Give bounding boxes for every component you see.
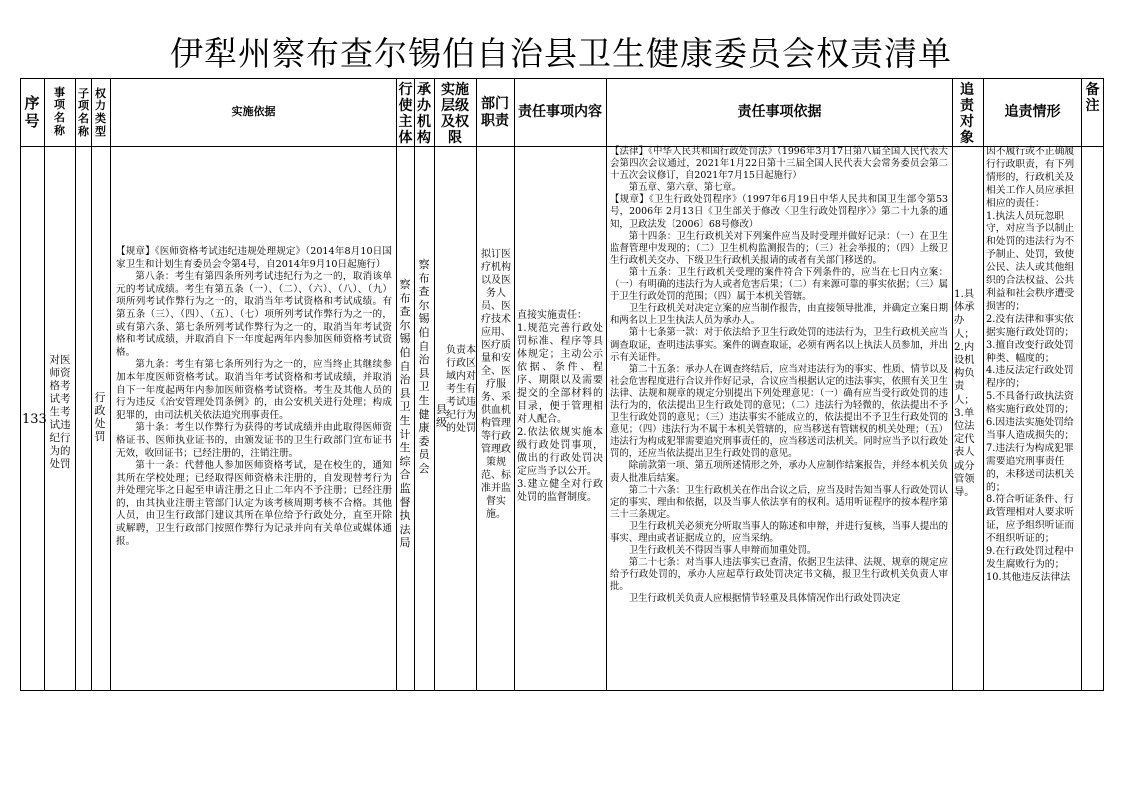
row-exec-subject: 察布查尔锡伯自治县卫生计生综合监督执法局	[399, 278, 411, 550]
resp-basis-paragraph: 第十七条第一款：对于依法给予卫生行政处罚的违法行为，卫生行政机关应当调查取证，查明违法事实。案件的调查取证，必须有两名以上执法人员参加，并出示有关证件。	[610, 327, 948, 363]
resp-basis-paragraph: 除前款第一项、第五项所述情形之外，承办人应制作结案报告，并经本机关负责人批准后结案。	[610, 460, 948, 484]
basis-paragraph: 第八条：考生有第四条所列考试违纪行为之一的，取消该单元的考试成绩。考生有第五条（一）、（二）、（六）、（八）、（九）项所列考试作弊行为之一的，取消当年考试资格和考试成绩。有第五条（三）、（四）、（五）、（七）项所列考试作弊行为之一的，或有第六条、第七条所列考试作弊行为之一的，取消当年考试资格和考试成绩，并取消自下一年度起两年内参加医师资格考试资格。	[116, 271, 392, 358]
row-situation: 因不履行或不正确履行行政职责，有下列情形的，行政机关及相关工作人员应承担相应的责任： 1.执法人员玩忽职守，对应当予以制止和处罚的违法行为不予制止、处罚，致使公民、法人或其他组织的合法权益、公共利益和社会秩序遭受损害的； 2.没有法律和事实依据实施行政处罚的； 3.擅自改变行政处罚种类、幅度的； 4.违反法定行政处罚程序的； 5.不具备行政执法资格实施行政处罚的； 6.因违法实施处罚给当事人造成损失的； 7.违法行为构成犯罪需要追究刑事责任的，未移送司法机关的； 8.符合听证条件、行政管理相对人要求听证，应予组织听证而不组织听证的； 9.在行政处罚过程中发生腐败行为的； 10.其他违反法律法	[986, 146, 1075, 583]
resp-step: 3.建立健全对行政处罚的监督制度。	[517, 479, 603, 503]
resp-step: 1.规范完善行政处罚标准、程序等具体规定；主动公示依据、条件、程序、期限以及需要提交的全部材料的目录，便于管理相对人配合。	[517, 323, 603, 425]
page-title: 伊犁州察布查尔锡伯自治县卫生健康委员会权责清单	[170, 34, 952, 73]
resp-basis-paragraph: 【法律】《中华人民共和国行政处罚法》（1996年3月17日第八届全国人民代表大会第四次会议通过，2021年1月22日第十三届全国人民代表大会常务委员会第二十五次会议修订，自2021年7月15日起施行）	[610, 146, 948, 182]
header-accountable: 追责对象	[960, 82, 974, 147]
resp-basis-paragraph: 第十四条：卫生行政机关对下列案件应当及时受理并做好记录：（一）在卫生监督管理中发现的；（二）卫生机构监测报告的；（三）社会举报的；（四）上级卫生行政机关交办、下级卫生行政机关报请的或者有关部门移送的。	[610, 230, 948, 266]
row-dept-duty: 负责本行政区域内对考生有考试违纪行为的处罚	[446, 345, 476, 434]
resp-basis-paragraph: 第十五条：卫生行政机关受理的案件符合下列条件的，应当在七日内立案：（一）有明确的违法行为人或者危害后果；（二）有来源可靠的事实依据；（三）属于卫生行政处罚的范围；（四）属于本机关管辖。	[610, 266, 948, 303]
row-power-type: 行政处罚	[94, 391, 106, 443]
header-sub-item-name: 子项名称	[78, 86, 89, 138]
col-border	[983, 78, 984, 690]
resp-basis-paragraph: 第二十五条：承办人在调查终结后，应当对违法行为的事实、性质、情节以及社会危害程度进行合议并作好记录，合议应当根据认定的违法事实，依照有关卫生法律、法规和规章的规定分别提出下列处理意见：（一）确有应当受行政处罚的违法行为的，依法提出卫生行政处罚的意见；（二）违法行为轻微的，依法提出不予卫生行政处罚的意见；（三）违法事实不能成立的，依法提出不予卫生行政处罚的意见；（四）违法行为不属于本机关管辖的，应当移送有管辖权的机关处理；（五）违法行为构成犯罪需要追究刑事责任的，应当移送司法机关。同时应当予以行政处罚的，还应当依法提出卫生行政处罚的意见。	[610, 363, 948, 460]
row-undertaker: 察布查尔锡伯自治县卫生健康委员会	[418, 258, 430, 475]
col-border	[20, 78, 21, 690]
header-item-name: 事项名称	[54, 85, 65, 137]
row-seq: 133	[22, 412, 47, 427]
col-border	[434, 78, 435, 690]
resp-step: 2.依法依规实施本级行政处罚事项，做出的行政处罚决定应当予以公开。	[517, 427, 603, 477]
row-resp-basis	[610, 146, 948, 689]
basis-paragraph: 第十一条：代替他人参加医师资格考试，是在校生的，通知其所在学校处理；已经取得医师资格未注册的，自发现替考行为并处理完毕之日起至申请注册之日止二年内不予注册；已经注册的，由其执业注册主管部门认定为该考核周期考核不合格。其他人员，由卫生行政部门建议其所在单位给予行政处分，直至开除或解聘，卫生行政部门按照作弊行为记录并向有关单位或媒体通报。	[116, 460, 392, 547]
header-undertaker: 承办机构	[417, 82, 431, 147]
table-bottom-border	[20, 690, 1104, 691]
resp-basis-paragraph: 第五章、第六章、第七章。	[628, 182, 742, 194]
resp-basis-paragraph: 卫生行政机关不得因当事人申辩而加重处罚。	[628, 545, 817, 557]
header-power-type: 权力类型	[95, 86, 106, 138]
resp-basis-paragraph: 卫生行政机关负责人应根据情节轻重及具体情况作出行政处罚决定	[628, 593, 901, 605]
header-exec-subject: 行使主体	[398, 82, 413, 147]
header-resp-basis: 责任事项依据	[737, 104, 822, 121]
col-border	[1103, 78, 1104, 690]
basis-paragraph: 第十条：考生以作弊行为获得的考试成绩并由此取得医师资格证书、医师执业证书的，由颁发证书的卫生行政部门宣布证书无效，收回证书；已经注册的，注销注册。	[116, 422, 392, 459]
resp-basis-paragraph: 第二十七条：对当事人违法事实已查清，依据卫生法律、法规、规章的规定应给予行政处罚的，承办人应起草行政处罚决定书文稿，报卫生行政机关负责人审批。	[610, 557, 948, 593]
col-border	[110, 78, 111, 690]
row-accountable: 1.具体承办人；2.内设机构负责人；3.单位法定代表人或分管领导。	[954, 288, 975, 499]
resp-basis-paragraph: 卫生行政机关对决定立案的应当制作报告，由直接领导批准，并确定立案日期和两名以上卫生执法人员为承办人。	[610, 303, 948, 327]
header-basis: 实施依据	[231, 105, 276, 119]
col-border	[75, 78, 76, 690]
basis-paragraph: 【规章】《医师资格考试违纪违规处理规定》（2014年8月10日国家卫生和计划生育委员会令第4号，自2014年9月10日起施行）	[116, 246, 392, 270]
resp-basis-paragraph: 卫生行政机关必须充分听取当事人的陈述和申辩，并进行复核，当事人提出的事实、理由或者证据成立的，应当采纳。	[610, 520, 948, 544]
header-resp-content: 责任事项内容	[518, 104, 602, 121]
row-resp-content: 拟订医疗机构以及医务人员、医疗技术应用、医疗质量和安全、医疗服务、采供血机构管理等行政管理政策规范、标准并监督实施。	[481, 249, 511, 520]
row-item-name: 对医师资格考试考生考试违纪行为的处罚	[49, 354, 71, 470]
row-resp-steps	[517, 309, 603, 503]
col-border	[952, 78, 953, 690]
row-level: 县级	[436, 403, 447, 429]
resp-basis-paragraph: 第二十六条：卫生行政机关在作出合议之后，应当及时告知当事人行政处罚认定的事实、理由和依据，以及当事人依法享有的权利。适用听证程序的按本程序第三十三条规定。	[610, 484, 948, 520]
col-border	[606, 78, 607, 690]
header-situation: 追责情形	[1004, 104, 1061, 121]
col-border	[91, 78, 92, 690]
col-border	[1081, 78, 1082, 690]
row-basis	[116, 246, 392, 586]
header-remark: 备注	[1085, 82, 1100, 115]
col-border	[44, 78, 45, 690]
col-border	[514, 78, 515, 690]
resp-basis-paragraph: 【规章】《卫生行政处罚程序》（1997年6月19日中华人民共和国卫生部令第53号，2006年 2月13日《卫生部关于修改〈卫生行政处罚程序〉》第二十九条的通知，卫政法发〔2006〕68号修改）	[610, 194, 948, 230]
header-dept-duty: 部门职责	[481, 96, 509, 129]
resp-step: 直接实施责任：	[517, 310, 587, 321]
basis-paragraph: 第九条：考生有第七条所列行为之一的，应当终止其继续参加本年度医师资格考试。取消当年考试资格和考试成绩，并取消自下一年度起两年内参加医师资格考试资格。考生及其他人员的行为违反《治安管理处罚条例》的，由公安机关进行处理；构成犯罪的，由司法机关依法追究刑事责任。	[116, 359, 392, 421]
header-seq: 序号	[24, 94, 40, 130]
header-level: 实施层级及权限	[441, 82, 469, 147]
col-border	[476, 78, 477, 690]
